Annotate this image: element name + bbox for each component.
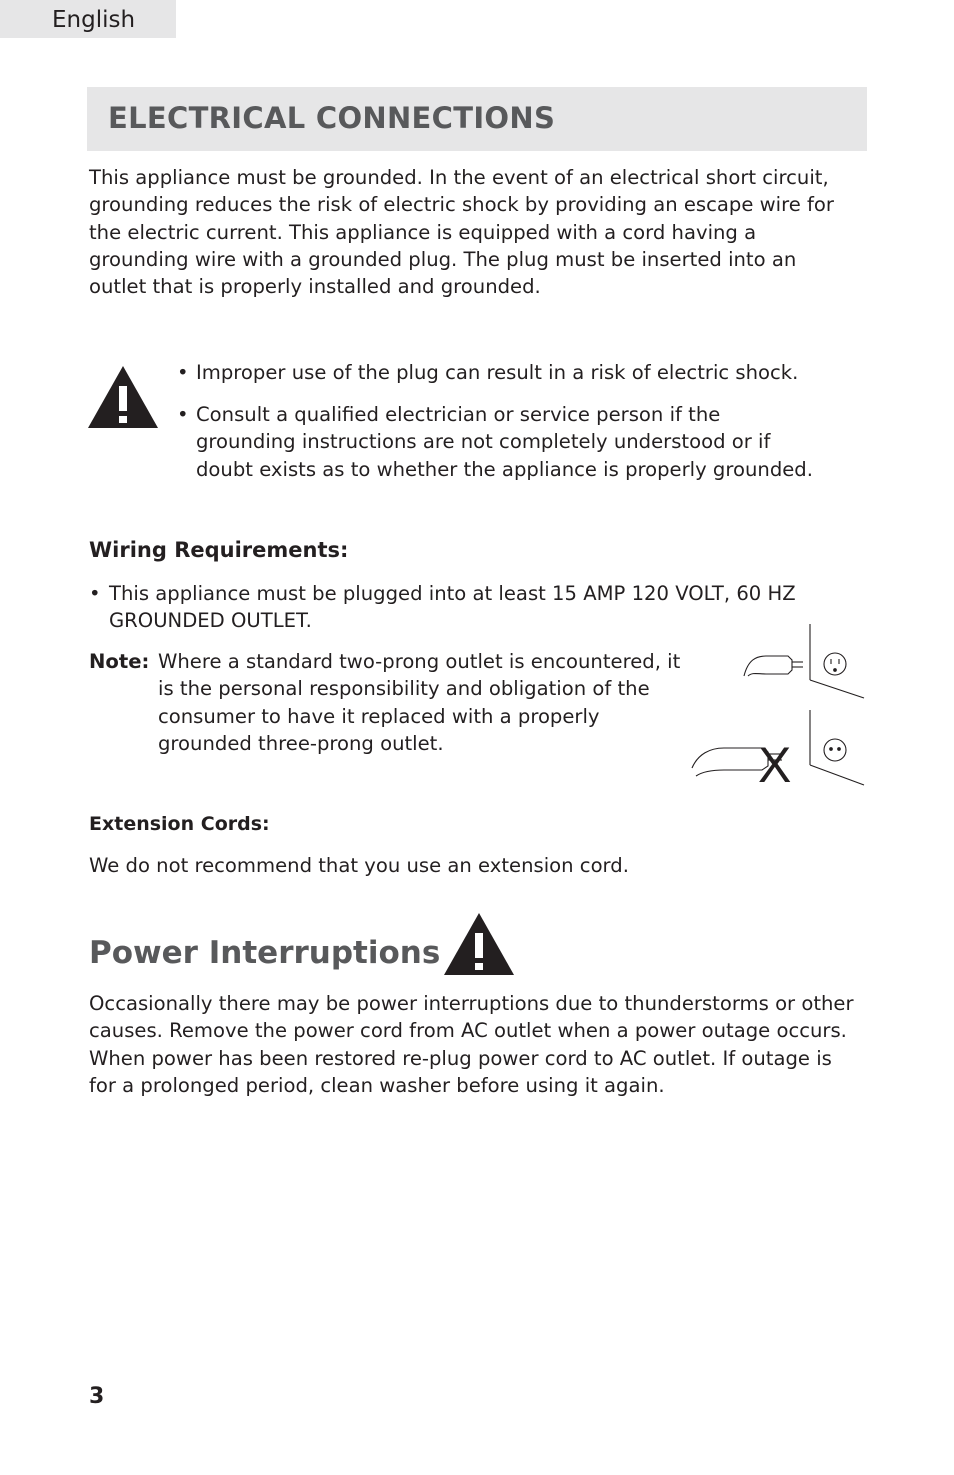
bullet-dot: • (89, 582, 101, 605)
warning-triangle-icon (443, 912, 515, 976)
grounded-plug-figure (744, 624, 864, 698)
warning-triangle-icon (87, 365, 159, 429)
section-header-bar (87, 87, 867, 151)
language-tab: English (0, 0, 176, 38)
grounding-intro-paragraph: This appliance must be grounded. In the event of an electrical short circuit, grounding reduces the risk of electric shock by providing an escape wire for the electric current. This appliance is equipped with a cord having a grounding wire with a grounded plug. The plug must be inserted into an outlet that is properly installed and grounded. (89, 166, 834, 299)
warning-text: Improper use of the plug can result in a risk of electric shock. (196, 361, 799, 384)
note-label: Note: (89, 650, 150, 673)
section-title: ELECTRICAL CONNECTIONS (108, 101, 556, 135)
page-number: 3 (89, 1384, 105, 1409)
incorrect-mark: X (758, 737, 792, 790)
warning-text: Consult a qualified electrician or service person if the grounding instructions are not completely understood or if doubt exists as to whether the appliance is properly grounded. (196, 403, 813, 481)
bullet-dot: • (177, 403, 189, 426)
extension-cords-heading: Extension Cords: (89, 813, 270, 835)
power-interruptions-title: Power Interruptions (89, 935, 441, 971)
plug-outlet-illustration (688, 620, 868, 790)
note-text: Where a standard two-prong outlet is encountered, it is the personal responsibility and obligation of the consumer to have it replaced with a properly grounded three-prong outlet. (158, 650, 681, 755)
power-interruptions-text: Occasionally there may be power interruptions due to thunderstorms or other causes. Remove the power cord from AC outlet when a power outage occurs. When power has been restored re-plug power cord to AC outlet. If outage is for a prolonged period, clean washer before using it again. (89, 992, 854, 1097)
bullet-dot: • (177, 361, 189, 384)
wiring-requirement-text: This appliance must be plugged into at least 15 AMP 120 VOLT, 60 HZ GROUNDED OUTLET. (109, 582, 796, 633)
extension-cords-text: We do not recommend that you use an extension cord. (89, 854, 629, 877)
wiring-requirements-heading: Wiring Requirements: (89, 538, 349, 562)
